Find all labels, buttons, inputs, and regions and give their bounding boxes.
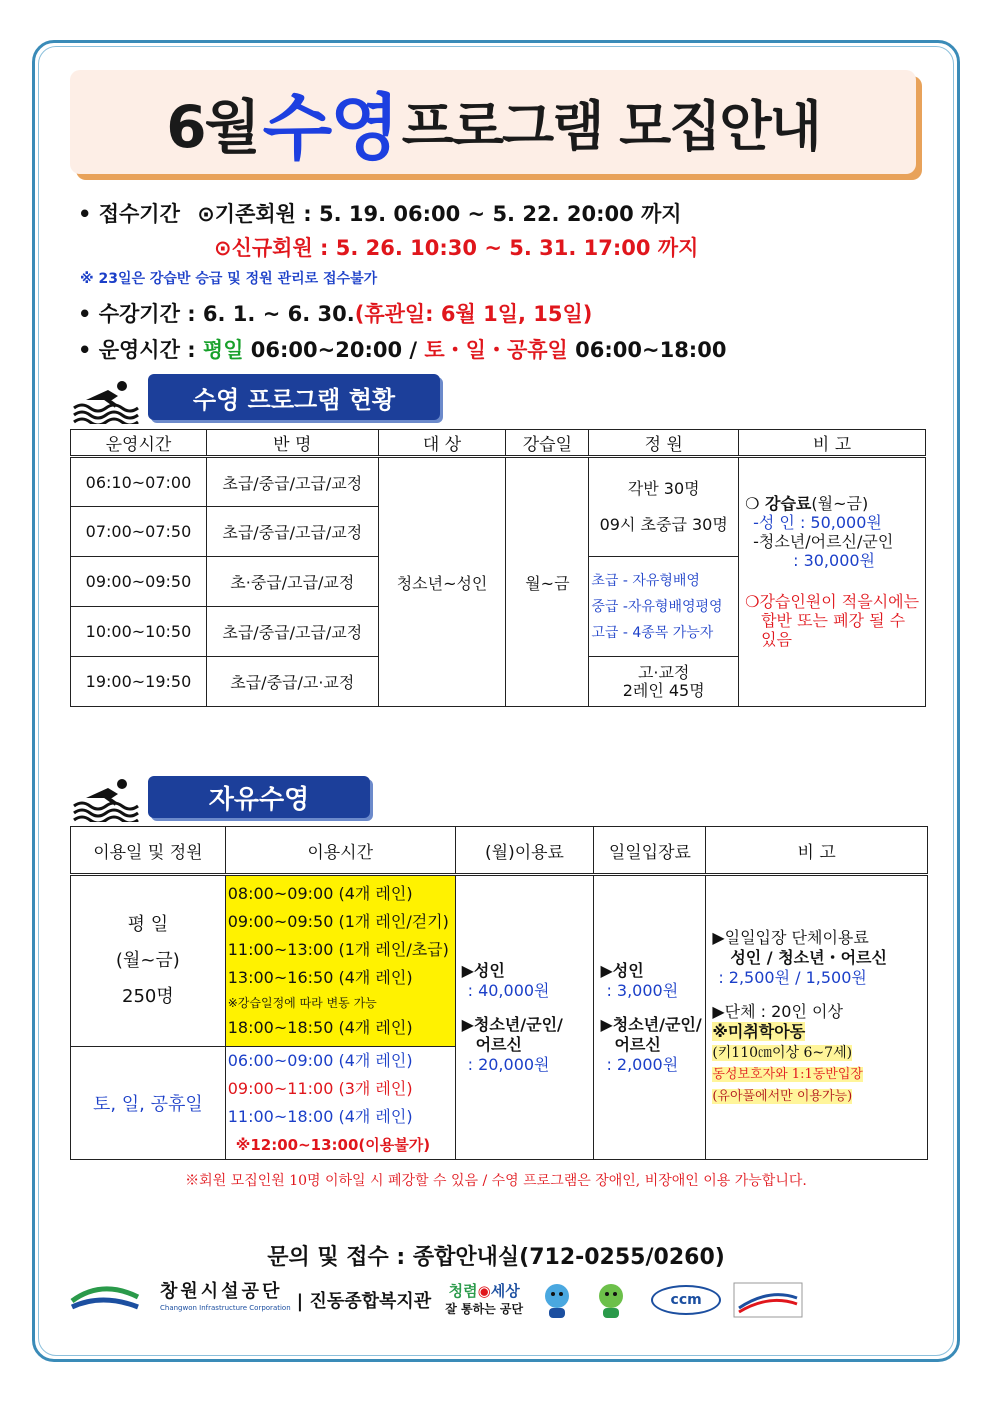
reception-new: ⊙신규회원 : 5. 26. 10:30 ~ 5. 31. 17:00 까지: [214, 236, 699, 260]
page-title: [70, 70, 916, 174]
footnote: ※회원 모집인원 10명 이하일 시 폐강할 수 있음 / 수영 프로그램은 장애인, 비장애인 이용 가능합니다.: [185, 1173, 807, 1189]
swimmer-icon: [72, 776, 140, 822]
col-capacity: 정 원: [589, 430, 739, 457]
col-remark: 비 고: [739, 430, 926, 457]
hours-weekday: 평일: [202, 338, 244, 362]
monthly-fee-cell: ▶성인 : 40,000원 ▶청소년/군인/ 어르신 : 20,000원: [455, 875, 594, 1160]
weekend-times: 06:00~09:00 (4개 레인) 09:00~11:00 (3개 레인) 11:00~18:00 (4개 레인) ※12:00~13:00(이용불가): [225, 1047, 455, 1160]
daily-fee-cell: ▶성인 : 3,000원 ▶청소년/군인/ 어르신 : 2,000원: [594, 875, 706, 1160]
section-free-title: 자유수영: [148, 776, 370, 818]
table-row: [71, 875, 928, 1047]
free-table-header: 이용일 및 정원 이용시간 (월)이용료 일일입장료 비 고: [71, 827, 928, 875]
reception-existing: ⊙기존회원 : 5. 19. 06:00 ~ 5. 22. 20:00 까지: [197, 202, 682, 226]
reception-line-1: • 접수기간 ⊙기존회원 : 5. 19. 06:00 ~ 5. 22. 20:00 까지: [78, 202, 682, 226]
weekday-cell: 평 일 (월~금) 250명: [71, 875, 226, 1047]
mascot-green-icon: [591, 1280, 631, 1320]
title-rest: 프로그램 모집안내: [401, 94, 820, 158]
capacity-b: 초급 - 자유형배영 중급 -자유형배영평영 고급 - 4종목 가능자: [589, 557, 739, 657]
program-table-header: [71, 430, 926, 457]
col-days: 강습일: [506, 430, 589, 457]
city-logo-icon: [70, 1283, 140, 1317]
days-cell: 월~금: [506, 457, 589, 707]
weekday-times: 08:00~09:00 (4개 레인) 09:00~09:50 (1개 레인/걷기) 11:00~13:00 (1개 레인/초급) 13:00~16:50 (4개 레인) ※강습일정에 따라 변동 가능 18:00~18:50 (4개 레인): [225, 875, 455, 1047]
col-target: 대 상: [378, 430, 506, 457]
center-name: | 진동종합복지관: [296, 1291, 432, 1312]
certification-logo-icon: [733, 1282, 803, 1318]
contact-info: 문의 및 접수 : 종합안내실(712-0255/0260): [267, 1245, 725, 1270]
closed-days: (휴관일: 6월 1일, 15일): [354, 302, 593, 326]
hours-weekend: 토・일・공휴일: [424, 338, 568, 362]
capacity-a: 각반 30명 09시 초중급 30명: [589, 457, 739, 557]
reception-label: 접수기간: [98, 202, 180, 226]
capacity-c: 고·교정 2레인 45명: [589, 657, 739, 707]
title-month: 6월: [166, 93, 259, 161]
col-time: 운영시간: [71, 430, 207, 457]
reception-note: ※ 23일은 강습반 승급 및 정원 관리로 접수불가: [80, 271, 378, 287]
swimmer-icon: [72, 378, 140, 424]
table-row: 19:00~19:50 초급/중급/고·교정 고·교정 2레인 45명: [71, 657, 926, 707]
title-swim: 수영: [262, 86, 398, 170]
table-row: 06:10~07:00 초급/중급/고급/교정 청소년~성인 월~금 각반 30명 09시 초중급 30명 ❍ 강습료(월~금) -성 인 : 50,000원 -청소년/어르신/군인 : 30,000원 ❍강습인원이 적을시에는 합반 또는 폐강 될 수 있음: [71, 457, 926, 507]
section-program-title: 수영 프로그램 현황: [148, 374, 440, 420]
logo-strip: [70, 1280, 940, 1320]
program-table: [70, 429, 926, 707]
ccm-logo: ccm: [651, 1285, 721, 1315]
operating-hours: • 운영시간 : 평일 06:00~20:00 / 토・일・공휴일 06:00~18:00: [78, 338, 727, 362]
slogan-logo: 청렴◉세상 잘 통하는 공단: [445, 1282, 524, 1316]
table-row: 10:00~10:50 초급/중급/고급/교정: [71, 607, 926, 657]
mascot-blue-icon: [537, 1280, 577, 1320]
table-row: 07:00~07:50 초급/중급/고급/교정: [71, 507, 926, 557]
course-period: • 수강기간 : 6. 1. ~ 6. 30.(휴관일: 6월 1일, 15일): [78, 302, 593, 326]
remark-cell: ❍ 강습료(월~금) -성 인 : 50,000원 -청소년/어르신/군인 : 30,000원 ❍강습인원이 적을시에는 합반 또는 폐강 될 수 있음: [739, 457, 926, 707]
free-remark-cell: ▶일일입장 단체이용료 성인 / 청소년・어르신 : 2,500원 / 1,500원 ▶단체 : 20인 이상 ※미취학아동 (키110㎝이상 6~7세) 동성보호자와 1:1동반입장 (유아풀에서만 이용가능): [706, 875, 928, 1160]
target-cell: 청소년~성인: [378, 457, 506, 707]
table-row: 09:00~09:50 초·중급/고급/교정 초급 - 자유형배영 중급 -자유형배영평영 고급 - 4종목 가능자: [71, 557, 926, 607]
org-logo: 창원시설공단 Changwon Infrastructure Corporation: [160, 1281, 291, 1312]
weekend-cell: 토, 일, 공휴일: [71, 1047, 226, 1160]
col-class: 반 명: [206, 430, 378, 457]
free-swim-table: [70, 826, 928, 1160]
title-banner: [70, 70, 916, 174]
